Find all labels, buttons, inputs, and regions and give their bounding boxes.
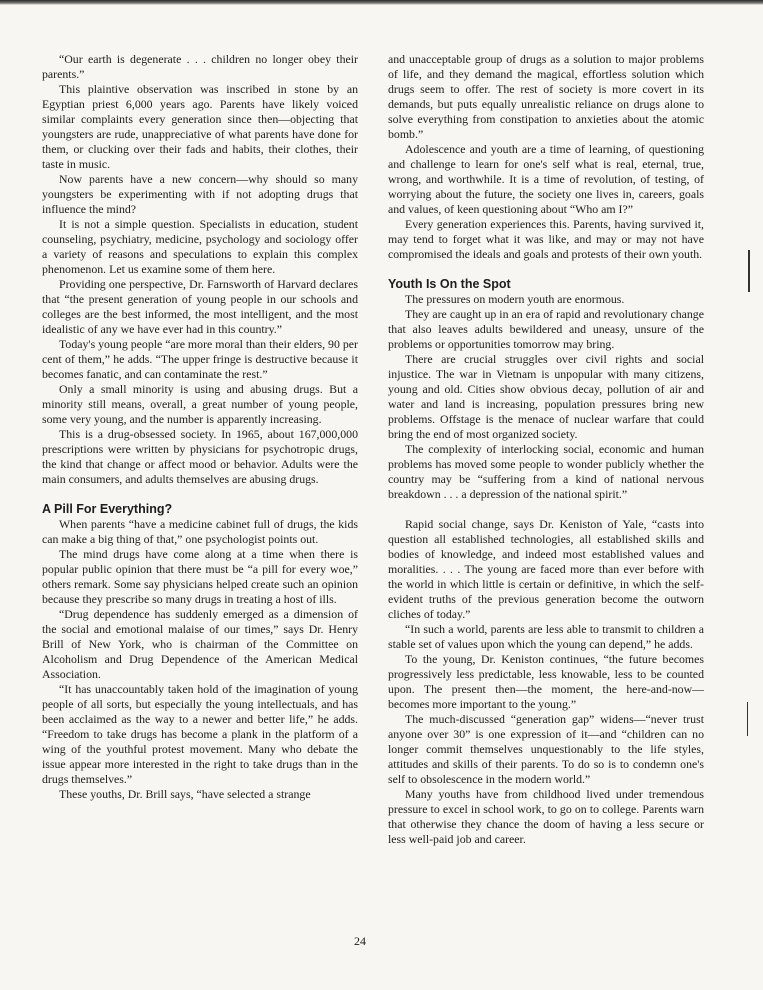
paragraph: These youths, Dr. Brill says, “have selected a strange [59, 787, 311, 801]
paragraph: They are caught up in an era of rapid and revolutionary change that also leaves adults bewildered and uneasy, unsure of the problems or opportunities tomorrow may bring. [388, 307, 704, 351]
page-number: 24 [354, 934, 366, 948]
paragraph: and unacceptable group of drugs as a solution to major problems of life, and they demand the magical, effortless solution which drugs seem to offer. The rest of society is more covert in its demands, but puts equally unrealistic reliance on drugs alone to solve everything from constipation to anxieties about the atomic bomb.” [388, 52, 704, 141]
paragraph: Adolescence and youth are a time of learning, of questioning and challenge to learn for one's self what is real, eternal, true, wrong, and worthwhile. It is a time of revolution, of testing, of worrying about the future, the society one lives in, careers, goals and values, of keen questioning about “Who am I?” [388, 142, 704, 216]
section-heading-youth: Youth Is On the Spot [388, 277, 511, 291]
scan-top-edge [0, 0, 763, 5]
section-heading-pill: A Pill For Everything? [42, 502, 173, 516]
paragraph: The much-discussed “generation gap” widens—“never trust anyone over 30” is one expression of it—and “children can no longer commit themselves unquestionably to the life styles, attitudes and skills of their parents. To do so is to condemn one's self to obsolescence in the modern world.” [388, 712, 704, 786]
paragraph: Only a small minority is using and abusing drugs. But a minority still means, overall, a great number of young people, some very young, and the number is apparently increasing. [42, 382, 358, 426]
paragraph: Many youths have from childhood lived under tremendous pressure to excel in school work, to go on to college. Parents warn that otherwise they chance the doom of having a less secure or less well-paid job and career. [388, 787, 704, 846]
paragraph: Today's young people “are more moral than their elders, 90 per cent of them,” he adds. “The upper fringe is destructive because it becomes fanatic, and can contaminate the rest.” [42, 337, 358, 381]
margin-mark [748, 250, 750, 292]
margin-mark [747, 702, 748, 736]
paragraph: When parents “have a medicine cabinet full of drugs, the kids can make a big thing of that,” one psychologist points out. [42, 517, 358, 546]
paragraph: It is not a simple question. Specialists in education, student counseling, psychiatry, medicine, psychology and sociology offer a variety of reasons and speculations to explain this complex phenomenon. Let us examine some of them here. [42, 217, 358, 276]
paragraph: The complexity of interlocking social, economic and human problems has moved some people to wonder publicly whether the country may be “suffering from a kind of national nervous breakdown . . . a depression of the national spirit.” [388, 442, 704, 501]
paragraph: This plaintive observation was inscribed in stone by an Egyptian priest 6,000 years ago. Parents have likely voiced similar complaints every generation since then—objecting that youngsters are rude, unappreciative of what parents have done for them, or clucking over their fads and habits, their clothes, their taste in music. [42, 82, 358, 171]
right-column [388, 52, 704, 847]
paragraph: Every generation experiences this. Parents, having survived it, may tend to forget what it was like, and may or may not have compromised the ideals and goals and protests of their own youth. [388, 217, 704, 261]
paragraph: “Drug dependence has suddenly emerged as a dimension of the social and emotional malaise of our times,” says Dr. Henry Brill of New York, who is chairman of the Committee on Alcoholism and Drug Dependence of the American Medical Association. [42, 607, 358, 681]
paragraph: “In such a world, parents are less able to transmit to children a stable set of values upon which the young can depend,” he adds. [388, 622, 704, 651]
left-column [42, 52, 358, 802]
paragraph: “Our earth is degenerate . . . children no longer obey their parents.” [42, 52, 358, 81]
paragraph: “It has unaccountably taken hold of the imagination of young people of all sorts, but especially the young intellectuals, and has been acclaimed as the way to a newer and better life,” he adds. “Freedom to take drugs has become a plank in the platform of a wing of the youthful protest movement. Many who debate the issue appear more interested in the right to take drugs than in the drugs themselves.” [42, 682, 358, 786]
paragraph: Now parents have a new concern—why should so many youngsters be experimenting with if not adopting drugs that influence the mind? [42, 172, 358, 216]
paragraph: This is a drug-obsessed society. In 1965, about 167,000,000 prescriptions were written by physicians for psychotropic drugs, the kind that change or affect mood or behavior. Adults were the main consumers, and adults themselves are abusing drugs. [42, 427, 358, 486]
paragraph: Rapid social change, says Dr. Keniston of Yale, “casts into question all established technologies, all established skills and bodies of knowledge, and indeed most established values and moralities. . . . The young are faced more than ever before with the world in which little is certain or definitive, in which the self-evident truths of the previous generation become the outworn cliches of today.” [388, 517, 704, 621]
paragraph: The pressures on modern youth are enormous. [405, 292, 625, 306]
paragraph: Providing one perspective, Dr. Farnsworth of Harvard declares that “the present generation of young people in our schools and colleges are the best informed, the most intelligent, and the most idealistic of any we have ever had in this country.” [42, 277, 358, 336]
paragraph: To the young, Dr. Keniston continues, “the future becomes progressively less predictable, less knowable, less to be counted upon. The present then—the moment, the here-and-now—becomes more important to the young.” [388, 652, 704, 711]
paragraph: The mind drugs have come along at a time when there is popular public opinion that there must be “a pill for every woe,” others remark. Some say physicians helped create such an opinion because they prescribe so many drugs in treating a host of ills. [42, 547, 358, 606]
paragraph: There are crucial struggles over civil rights and social injustice. The war in Vietnam is unpopular with many citizens, young and old. Cities show obvious decay, pollution of air and water and land is increasing, population pressures bring new problems. Offstage is the menace of nuclear warfare that could bring the end of most organized society. [388, 352, 704, 441]
